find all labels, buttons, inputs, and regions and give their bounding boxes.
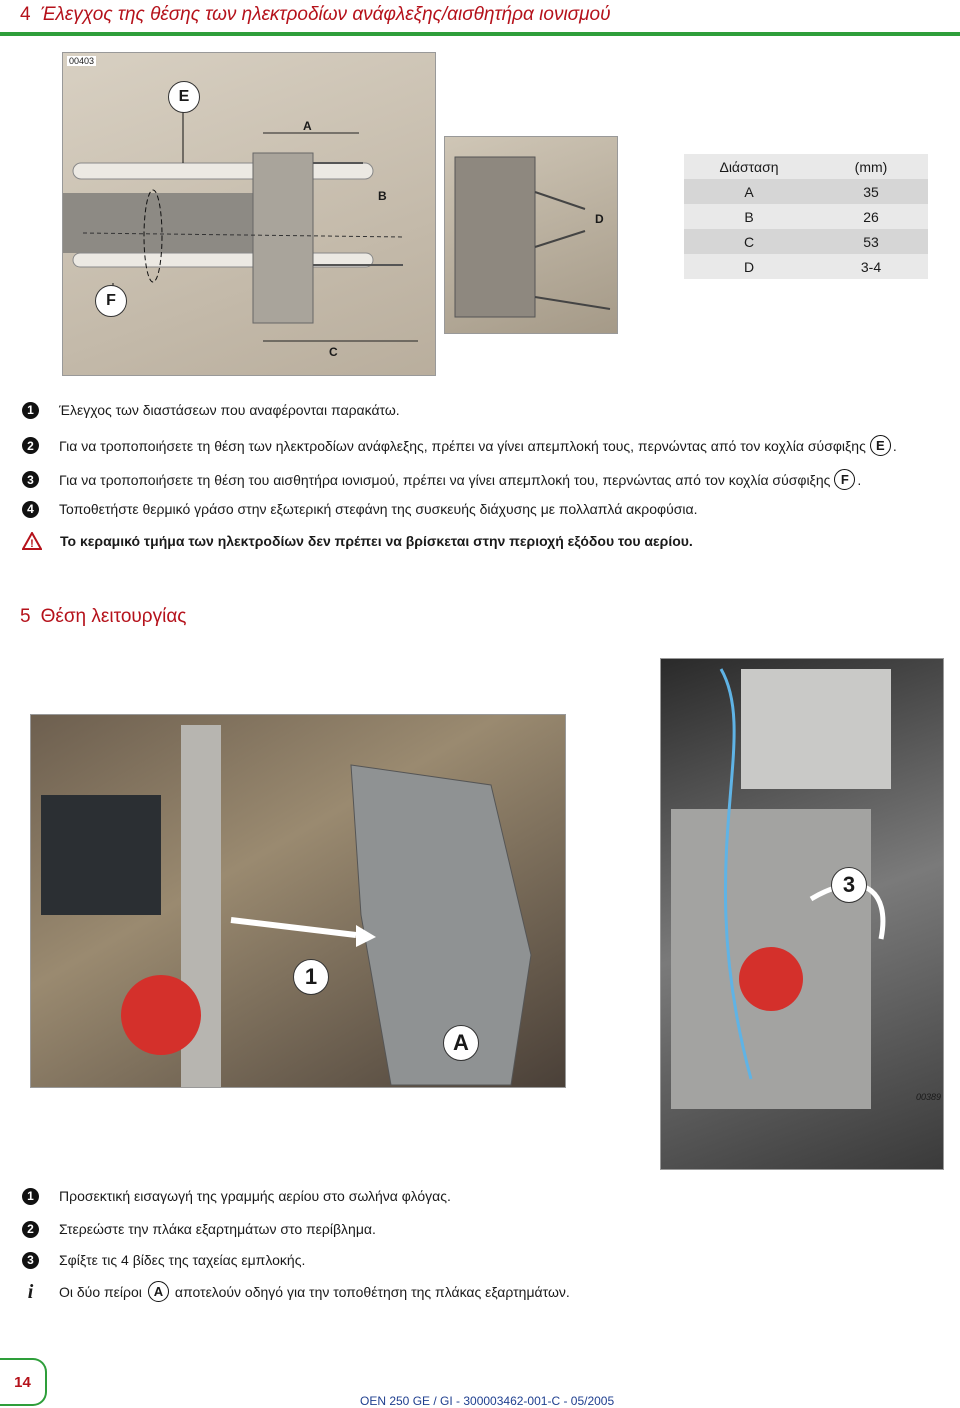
svg-text:!: ! — [30, 538, 34, 550]
ref-F: F — [834, 469, 855, 490]
burner-photo-left — [30, 714, 566, 1088]
step-5-1 — [22, 1187, 451, 1205]
label-E: E — [168, 81, 200, 113]
step-text: Για να τροποποιήσετε τη θέση του αισθητήρα ιονισμού, πρέπει να γίνει απεμπλοκή του, περνώντας από τον κοχλία σύσφιξης — [59, 471, 831, 488]
label-A-photo: A — [443, 1025, 479, 1061]
electrode-photo-side — [62, 52, 436, 376]
step-badge: 3 — [22, 1252, 39, 1269]
table-row — [684, 179, 928, 204]
section-title-text: Θέση λειτουργίας — [40, 606, 187, 627]
step-3 — [22, 469, 861, 490]
label-A: A — [303, 119, 312, 133]
table-cell: 35 — [814, 179, 928, 204]
step-1 — [22, 401, 400, 419]
section-title-text: Έλεγχος της θέσης των ηλεκτροδίων ανάφλεξης/αισθητήρα ιονισμού — [40, 4, 611, 25]
table-cell: 3-4 — [814, 254, 928, 279]
section-number: 4 — [20, 4, 31, 25]
warning-icon — [22, 532, 42, 550]
table-cell: B — [684, 204, 814, 229]
step-badge: 1 — [22, 402, 39, 419]
step-4 — [22, 500, 698, 518]
electrode-front-illustration — [445, 137, 617, 333]
table-cell: D — [684, 254, 814, 279]
table-header-cell: (mm) — [814, 154, 928, 179]
electrode-photo-front — [444, 136, 618, 334]
step-text: Για να τροποποιήσετε τη θέση των ηλεκτροδίων ανάφλεξης, πρέπει να γίνει απεμπλοκή τους, περνώντας από τον κοχλία σύσφιξης — [59, 437, 866, 454]
step-text: Έλεγχος των διαστάσεων που αναφέρονται παρακάτω. — [59, 402, 400, 418]
burner-illustration-left — [31, 715, 565, 1087]
burner-photo-right — [660, 658, 944, 1170]
label-F: F — [95, 285, 127, 317]
info-icon: i — [27, 1280, 34, 1303]
step-badge: 1 — [22, 1188, 39, 1205]
table-cell: A — [684, 179, 814, 204]
info-text-before: Οι δύο πείροι — [59, 1283, 142, 1300]
table-cell: C — [684, 229, 814, 254]
footer-doc: OEN 250 GE / GI - 300003462-001-C - 05/2005 — [360, 1394, 615, 1408]
label-1: 1 — [293, 959, 329, 995]
step-after: . — [857, 471, 862, 488]
section-4-title — [20, 4, 611, 26]
label-3: 3 — [831, 867, 867, 903]
green-rule — [0, 32, 960, 36]
label-D: D — [595, 212, 604, 226]
step-text: Τοποθετήστε θερμικό γράσο στην εξωτερική στεφάνη της συσκευής διάχυσης με πολλαπλά ακροφύσια. — [59, 501, 698, 517]
section-5-title — [20, 606, 186, 628]
warning-row — [22, 532, 693, 550]
image-code-2: 00389 — [916, 1092, 942, 1102]
image-code: 00403 — [69, 56, 95, 66]
electrode-illustration — [63, 53, 435, 375]
warning-text: Το κεραμικό τμήμα των ηλεκτροδίων δεν πρέπει να βρίσκεται στην περιοχή εξόδου του αερίου. — [60, 533, 693, 549]
burner-illustration-right — [661, 659, 943, 1169]
step-5-2 — [22, 1220, 376, 1238]
step-badge: 4 — [22, 501, 39, 518]
step-text: Σφίξτε τις 4 βίδες της ταχείας εμπλοκής. — [59, 1252, 306, 1268]
info-text-after: αποτελούν οδηγό για την τοποθέτηση της πλάκας εξαρτημάτων. — [174, 1283, 570, 1300]
step-badge: 2 — [22, 1221, 39, 1238]
step-badge: 2 — [22, 437, 39, 454]
section-number: 5 — [20, 606, 31, 627]
step-5-3 — [22, 1251, 305, 1269]
table-cell: 53 — [814, 229, 928, 254]
table-header — [684, 154, 928, 179]
dimension-table — [684, 154, 928, 279]
ref-E: E — [870, 435, 891, 456]
table-row — [684, 204, 928, 229]
step-2 — [22, 435, 897, 456]
table-row — [684, 254, 928, 279]
step-text: Στερεώστε την πλάκα εξαρτημάτων στο περίβλημα. — [59, 1221, 376, 1237]
table-header-cell: Διάσταση — [684, 154, 814, 179]
info-row — [22, 1281, 570, 1302]
page-number: 14 — [0, 1358, 47, 1406]
ref-A: A — [148, 1281, 169, 1302]
table-row — [684, 229, 928, 254]
table-cell: 26 — [814, 204, 928, 229]
step-text: Προσεκτική εισαγωγή της γραμμής αερίου στο σωλήνα φλόγας. — [59, 1188, 451, 1204]
label-B: B — [378, 189, 387, 203]
label-C: C — [329, 345, 338, 359]
step-badge: 3 — [22, 471, 39, 488]
step-after: . — [892, 437, 897, 454]
